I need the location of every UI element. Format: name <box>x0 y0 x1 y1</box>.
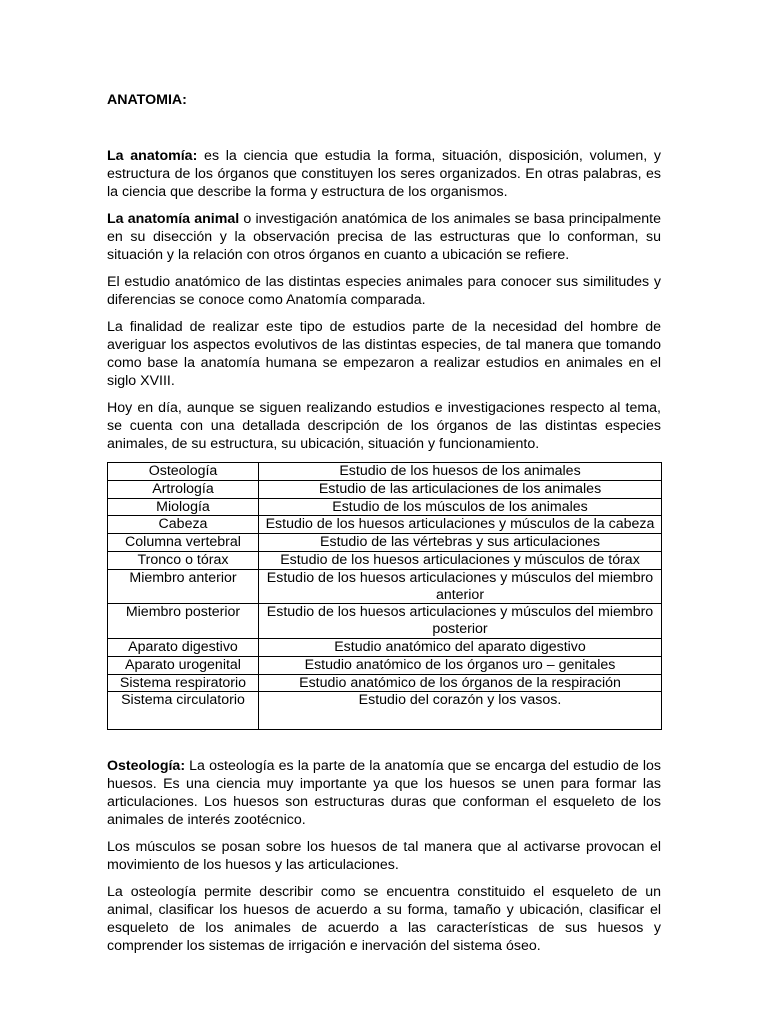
table-cell-description: Estudio de los huesos articulaciones y músculos del miembro anterior <box>259 569 662 604</box>
table-cell-term: Aparato digestivo <box>108 638 259 656</box>
table-cell-description: Estudio del corazón y los vasos. <box>259 692 662 730</box>
table-cell-term: Sistema circulatorio <box>108 692 259 730</box>
table-row <box>108 674 662 692</box>
table-row <box>108 692 662 730</box>
table-cell-term: Miembro posterior <box>108 604 259 639</box>
paragraph: La anatomía animal o investigación anatómica de los animales se basa principalmente en su disección y la observación precisa de las estructuras que lo conforman, su situación y la relación con otros órganos en cuanto a ubicación se refiere. <box>107 211 662 263</box>
paragraph: La anatomía: es la ciencia que estudia la forma, situación, disposición, volumen, y estructura de los órganos que constituyen los seres organizados. En otras palabras, es la ciencia que describe la forma y estructura de los organismos. <box>107 148 661 200</box>
table-cell-description: Estudio anatómico del aparato digestivo <box>259 638 662 656</box>
table-row <box>108 638 662 656</box>
table-row <box>108 498 662 516</box>
table-cell-description: Estudio de los huesos de los animales <box>259 463 662 481</box>
table-row <box>108 516 662 534</box>
paragraph: Hoy en día, aunque se siguen realizando estudios e investigaciones respecto al tema, se cuenta con una detallada descripción de los órganos de las distintas especies animales, de su estructura, su ubicación, situación y funcionamiento. <box>107 400 661 452</box>
table-cell-description: Estudio de las articulaciones de los animales <box>259 480 662 498</box>
table-cell-term: Tronco o tórax <box>108 551 259 569</box>
table-cell-description: Estudio de los huesos articulaciones y músculos del miembro posterior <box>259 604 662 639</box>
table-row <box>108 534 662 552</box>
table-row <box>108 480 662 498</box>
paragraph: Osteología: La osteología es la parte de la anatomía que se encarga del estudio de los huesos. Es una ciencia muy importante ya que los huesos se unen para formar las articulaciones. Los huesos son estructuras duras que conforman el esqueleto de los animales de interés zootécnico. <box>107 758 661 829</box>
table-cell-term: Miología <box>108 498 259 516</box>
paragraph: La osteología permite describir como se encuentra constituido el esqueleto de un animal, clasificar los huesos de acuerdo a su forma, tamaño y ubicación, clasificar el esqueleto de los animales de acuerdo a las características de sus huesos y comprender los sistemas de irrigación e inervación del sistema óseo. <box>107 884 661 955</box>
table-cell-term: Osteología <box>108 463 259 481</box>
table-row <box>108 656 662 674</box>
table-cell-term: Miembro anterior <box>108 569 259 604</box>
table-row <box>108 551 662 569</box>
table-cell-description: Estudio de los músculos de los animales <box>259 498 662 516</box>
anatomy-table <box>107 462 662 730</box>
table-cell-term: Artrología <box>108 480 259 498</box>
table-cell-term: Columna vertebral <box>108 534 259 552</box>
document-body <box>107 91 661 964</box>
table-cell-description: Estudio de las vértebras y sus articulaciones <box>259 534 662 552</box>
paragraph: El estudio anatómico de las distintas especies animales para conocer sus similitudes y diferencias se conoce como Anatomía comparada. <box>107 274 661 308</box>
table-row <box>108 463 662 481</box>
table-cell-description: Estudio anatómico de los órganos uro – genitales <box>259 656 662 674</box>
table-cell-term: Sistema respiratorio <box>108 674 259 692</box>
paragraph: Los músculos se posan sobre los huesos de tal manera que al activarse provocan el movimiento de los huesos y las articulaciones. <box>107 839 661 874</box>
table-cell-term: Aparato urogenital <box>108 656 259 674</box>
table-cell-description: Estudio anatómico de los órganos de la respiración <box>259 674 662 692</box>
table-cell-description: Estudio de los huesos articulaciones y músculos de tórax <box>259 551 662 569</box>
paragraph: La finalidad de realizar este tipo de estudios parte de la necesidad del hombre de averiguar los aspectos evolutivos de las distintas especies, de tal manera que tomando como base la anatomía humana se empezaron a realizar estudios en animales en el siglo XVIII. <box>107 319 661 389</box>
table-cell-term: Cabeza <box>108 516 259 534</box>
page-title: ANATOMIA: <box>107 92 187 108</box>
table-cell-description: Estudio de los huesos articulaciones y músculos de la cabeza <box>259 516 662 534</box>
table-row <box>108 604 662 639</box>
table-row <box>108 569 662 604</box>
